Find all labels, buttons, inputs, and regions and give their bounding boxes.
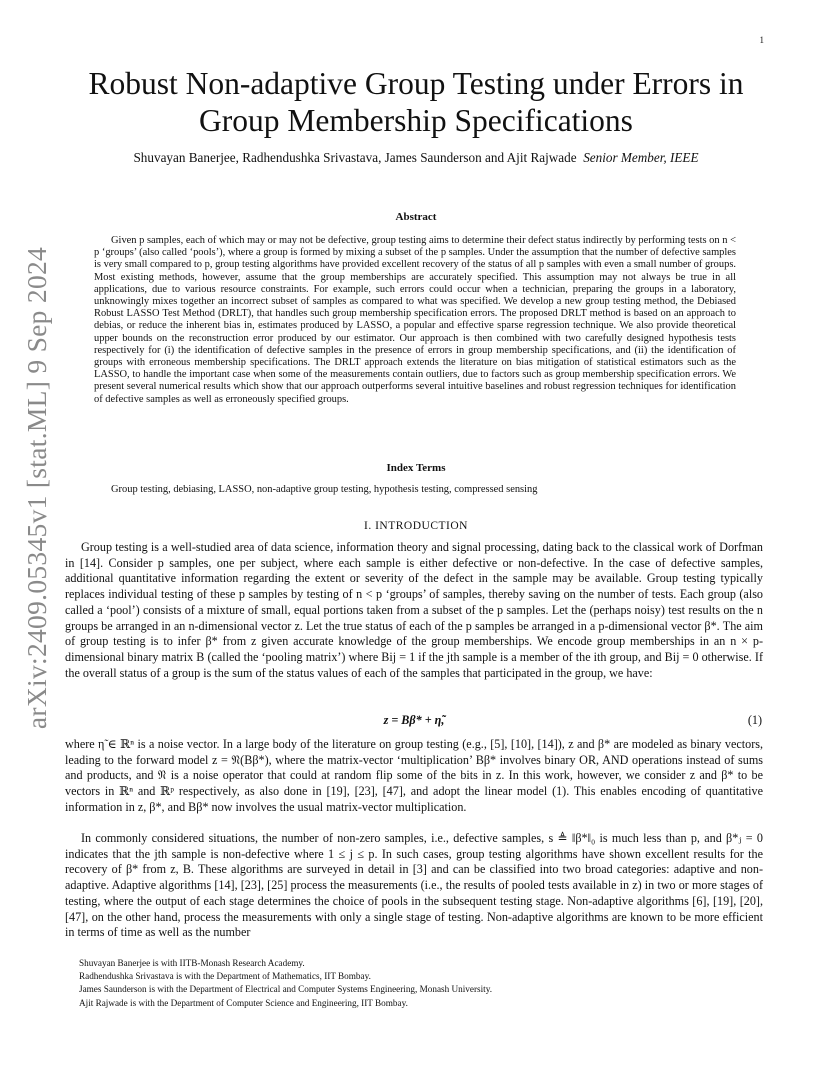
intro-paragraph-2: where η̃ ∈ ℝⁿ is a noise vector. In a large body of the literature on group testing (e.g., [5], [10], [14]), z and β* are modeled as binary vectors, leading to the forward model z = 𝔑(Bβ*), where the matrix-vector ‘multiplication’ Bβ* involves binary OR, AND operations instead of sums and products, and 𝔑 is a noise operator that could at random flip some of the bits in z. In this work, however, we consider z and β* to be vectors in ℝⁿ and ℝᵖ respectively, as also done in [19], [23], [47], and adopt the linear model (1). This enables encoding of quantitative information in z, β*, and Bβ* now involves the usual matrix-vector multiplication.	[65, 737, 763, 814]
footnote: Shuvayan Banerjee is with IITB-Monash Research Academy.	[79, 958, 305, 968]
equation-number: (1)	[747, 713, 762, 727]
footnote: Ajit Rajwade is with the Department of Computer Science and Engineering, IIT Bombay.	[79, 997, 408, 1008]
abstract-text: Given p samples, each of which may or may not be defective, group testing aims to determine their defect status indirectly by performing tests on n < p ‘groups’ (also called ‘pools’), where a group is formed by mixing a subset of the p samples. Under the assumption that the number of defective samples is very small compared to p, group testing algorithms have provided excellent recovery of the status of all p samples with even a small number of groups. Most existing methods, however, assume that the group memberships are accurately specified. This assumption may not always be true in all applications, due to various resource constraints. For example, such errors could occur when a technician, preparing the groups in a laboratory, unknowingly mixes together an incorrect subset of samples as compared to what was specified. We develop a new group testing method, the Debiased Robust LASSO Test Method (DRLT), that handles such group membership specification errors. The proposed DRLT method is based on an approach to debias, or reduce the inherent bias in, estimates produced by LASSO, a popular and effective sparse regression technique. We also provide theoretical upper bounds on the reconstruction error produced by our estimator. Our approach is then combined with two carefully designed hypothesis tests respectively for (i) the identification of defective samples in the presence of errors in group membership specifications, and (ii) the identification of groups with erroneous membership specifications. The DRLT approach extends the literature on bias mitigation of statistical estimators such as the LASSO, to handle the important case when some of the measurements contain outliers, due to factors such as group membership specification errors. We present several numerical results which show that our approach outperforms several intuitive baselines and robust regression techniques for identification of defective samples as well as erroneously specified groups.	[94, 235, 736, 405]
footnote: James Saunderson is with the Department of Electrical and Computer Systems Engineering, Monash University.	[79, 984, 493, 995]
equation	[65, 713, 763, 728]
author-names: Shuvayan Banerjee, Radhendushka Srivastava, James Saunderson and Ajit Rajwade	[133, 150, 577, 165]
section-heading: I. INTRODUCTION	[364, 520, 468, 532]
footnotes	[79, 957, 769, 1010]
abstract-heading: Abstract	[395, 211, 437, 223]
index-terms: Group testing, debiasing, LASSO, non-adaptive group testing, hypothesis testing, compressed sensing	[111, 484, 538, 495]
paper-title: Robust Non-adaptive Group Testing under Errors in Group Membership Specifications	[88, 66, 744, 138]
arxiv-stamp: arXiv:2409.05345v1 [stat.ML] 9 Sep 2024	[21, 246, 52, 730]
page-number: 1	[759, 35, 764, 45]
author-line	[60, 150, 772, 166]
author-note: Senior Member, IEEE	[583, 150, 699, 165]
intro-paragraph-1: Group testing is a well-studied area of data science, information theory and signal processing, dating back to the classical work of Dorfman in [14]. Consider p samples, one per subject, where each sample is either defective or non-defective. In the case of defective samples, additional quantitative information regarding the extent or severity of the defect in the sample may be available. Group testing typically replaces individual testing of these p samples by testing of n < p ‘groups’ of samples, thereby saving on the number of tests. Each group (also called a ‘pool’) consists of a mixture of small, equal portions taken from a subset of the p samples. Let the (perhaps noisy) test results on the n groups be arranged in an n-dimensional vector z. Let the true status of each of the p samples be arranged in a p-dimensional vector β*. The aim of group testing is to infer β* from z given accurate knowledge of the group memberships. We encode group memberships in an n × p-dimensional binary matrix B (called the ‘pooling matrix’) where Bij = 1 if the jth sample is a member of the ith group, and Bij = 0 otherwise. If the overall status of a group is the sum of the status values of each of the samples that participated in the group, we have:	[65, 540, 763, 680]
equation-body: z = Bβ* + η̃,	[383, 713, 445, 727]
intro-paragraph-3: In commonly considered situations, the number of non-zero samples, i.e., defective samples, s ≜ ‖β*‖₀ is much less than p, and β*ⱼ = 0 indicates that the jth sample is non-defective where 1 ≤ j ≤ p. In such cases, group testing algorithms have shown excellent results for the recovery of β* from z, B. These algorithms are surveyed in detail in [3] and can be classified into two broad categories: adaptive and non-adaptive. Adaptive algorithms [14], [23], [25] process the measurements (i.e., the results of pooled tests available in z) in two or more stages of testing, where the output of each stage determines the choice of pools in the subsequent testing stage. Non-adaptive algorithms [6], [19], [20], [47], on the other hand, process the measurements with only a single stage of testing. Non-adaptive algorithms are known to be more efficient in terms of time as well as the number	[65, 831, 763, 940]
index-terms-heading: Index Terms	[386, 462, 446, 474]
footnote: Radhendushka Srivastava is with the Department of Mathematics, IIT Bombay.	[79, 971, 371, 982]
